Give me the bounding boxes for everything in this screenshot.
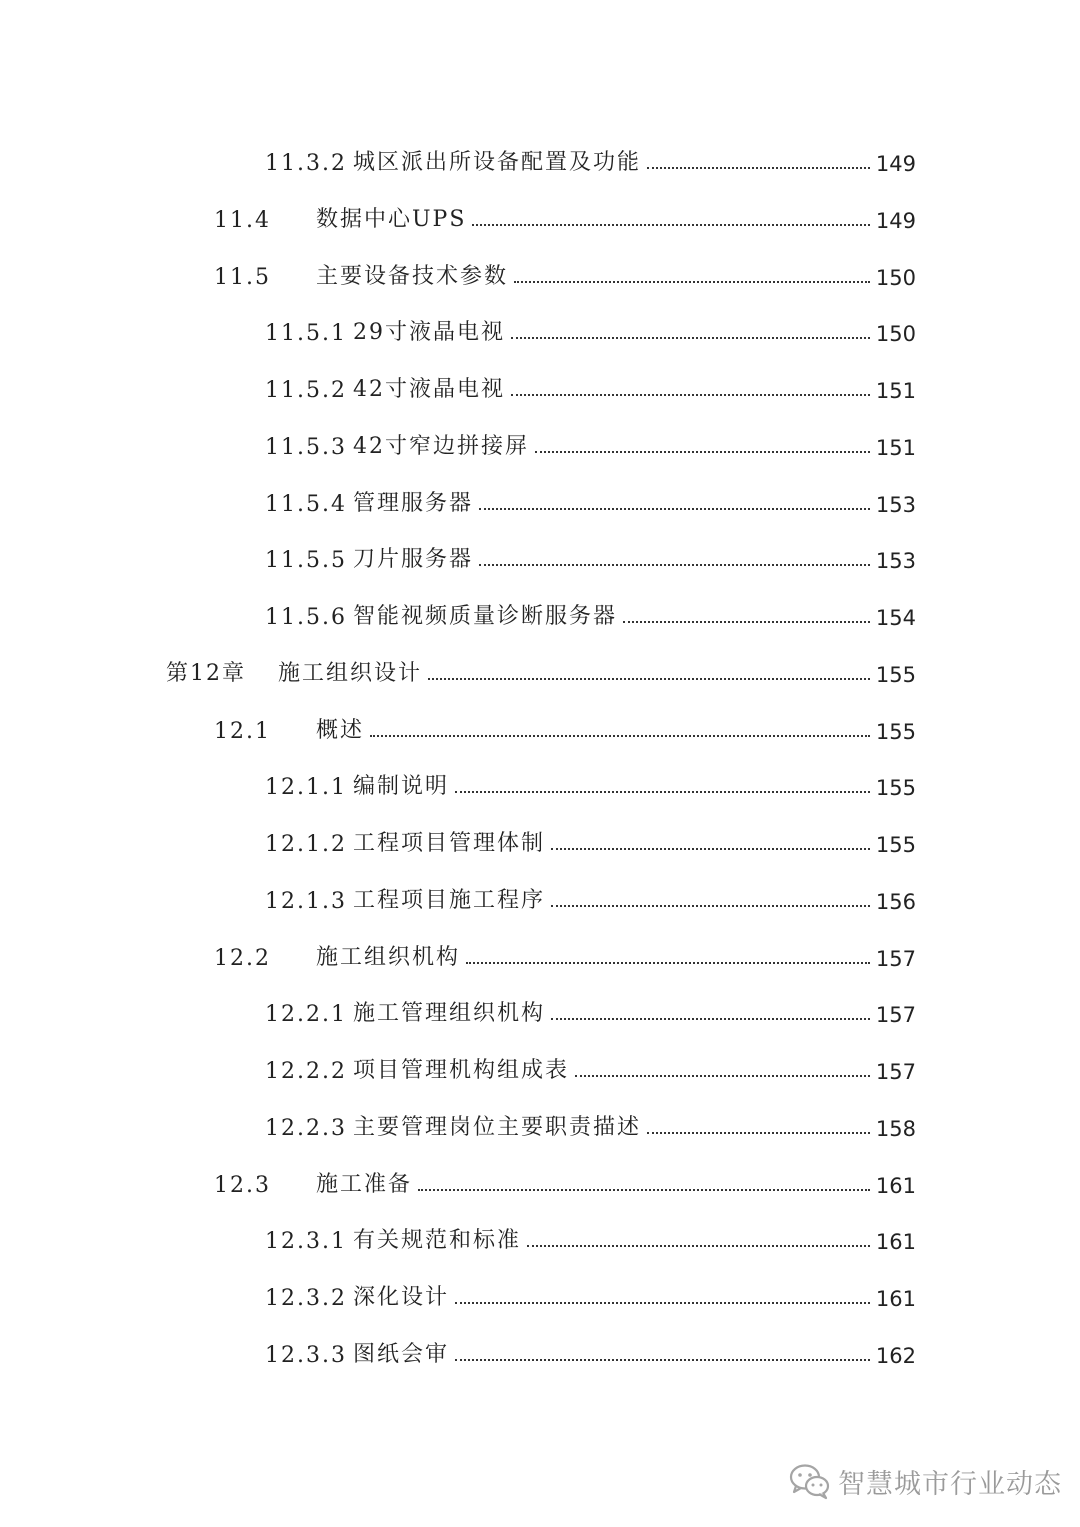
toc-entry[interactable] bbox=[265, 764, 916, 800]
toc-entry-page: 154 bbox=[875, 606, 916, 630]
toc-entry[interactable] bbox=[265, 878, 916, 914]
toc-entry-page: 150 bbox=[875, 266, 916, 290]
toc-entry-title: 29寸液晶电视 bbox=[353, 320, 505, 345]
dot-leader bbox=[511, 394, 870, 396]
toc-entry-number: 11.5.3 bbox=[265, 435, 347, 460]
dot-leader bbox=[472, 224, 869, 226]
toc-entry-page: 155 bbox=[875, 776, 916, 800]
dot-leader bbox=[479, 564, 870, 566]
toc-entry[interactable] bbox=[265, 537, 916, 573]
toc-entry-number: 11.5.5 bbox=[265, 548, 347, 573]
toc-entry-number: 12.2.1 bbox=[265, 1002, 347, 1027]
toc-entry-title: 施工组织机构 bbox=[316, 945, 461, 970]
toc-entry-title: 图纸会审 bbox=[353, 1342, 450, 1367]
toc-entry-title: 有关规范和标准 bbox=[353, 1228, 522, 1253]
toc-entry[interactable] bbox=[166, 651, 916, 687]
toc-entry-title: 编制说明 bbox=[353, 774, 450, 799]
dot-leader bbox=[514, 281, 870, 283]
dot-leader bbox=[455, 1302, 870, 1304]
toc-entry-page: 157 bbox=[875, 1060, 916, 1084]
toc-entry-number: 11.5.4 bbox=[265, 492, 347, 517]
toc-entry[interactable] bbox=[265, 481, 916, 517]
toc-entry-page: 161 bbox=[875, 1287, 916, 1311]
toc-entry-page: 161 bbox=[875, 1230, 916, 1254]
toc-entry[interactable] bbox=[265, 140, 916, 176]
toc-entry-number: 12.3.3 bbox=[265, 1343, 347, 1368]
toc-entry-page: 157 bbox=[875, 947, 916, 971]
toc-entry-page: 151 bbox=[875, 379, 916, 403]
toc-entry-number: 11.3.2 bbox=[265, 151, 347, 176]
toc-entry-page: 155 bbox=[875, 833, 916, 857]
toc-entry-number: 12.3.2 bbox=[265, 1286, 347, 1311]
toc-entry-title: 工程项目施工程序 bbox=[353, 888, 546, 913]
toc-entry-number: 12.3.1 bbox=[265, 1229, 347, 1254]
toc-entry-title: 城区派出所设备配置及功能 bbox=[353, 150, 642, 175]
toc-entry-number: 11.5.6 bbox=[265, 605, 347, 630]
dot-leader bbox=[551, 848, 870, 850]
dot-leader bbox=[455, 791, 870, 793]
toc-entry-title: 42寸窄边拼接屏 bbox=[353, 434, 529, 459]
toc-entry-title: 主要设备技术参数 bbox=[316, 264, 509, 289]
toc-entry-page: 150 bbox=[875, 322, 916, 346]
toc-entry[interactable] bbox=[265, 367, 916, 403]
dot-leader bbox=[535, 451, 870, 453]
dot-leader bbox=[428, 678, 870, 680]
toc-entry-page: 162 bbox=[875, 1344, 916, 1368]
toc-entry-number: 12.1.2 bbox=[265, 832, 347, 857]
toc-entry-title: 施工管理组织机构 bbox=[353, 1001, 546, 1026]
toc-entry[interactable] bbox=[214, 935, 916, 971]
toc-entry-number: 11.5.2 bbox=[265, 378, 347, 403]
toc-entry[interactable] bbox=[214, 708, 916, 744]
toc-entry-page: 149 bbox=[875, 209, 916, 233]
toc-entry[interactable] bbox=[265, 1105, 916, 1141]
toc-entry-title: 管理服务器 bbox=[353, 491, 474, 516]
toc-entry[interactable] bbox=[265, 310, 916, 346]
toc-entry[interactable] bbox=[265, 424, 916, 460]
toc-entry[interactable] bbox=[265, 821, 916, 857]
toc-entry[interactable] bbox=[265, 991, 916, 1027]
toc-entry-page: 157 bbox=[875, 1003, 916, 1027]
toc-entry-title: 工程项目管理体制 bbox=[353, 831, 546, 856]
toc-entry[interactable] bbox=[265, 1275, 916, 1311]
toc-entry-page: 149 bbox=[875, 152, 916, 176]
toc-entry-number: 第12章 bbox=[166, 661, 246, 686]
dot-leader bbox=[466, 962, 870, 964]
toc-entry-title: 智能视频质量诊断服务器 bbox=[353, 604, 618, 629]
toc-entry[interactable] bbox=[265, 1218, 916, 1254]
toc-entry-number: 11.5 bbox=[214, 265, 271, 290]
dot-leader bbox=[479, 508, 870, 510]
toc-entry-title: 施工准备 bbox=[316, 1172, 413, 1197]
dot-leader bbox=[551, 905, 870, 907]
toc-entry-number: 12.3 bbox=[214, 1173, 271, 1198]
toc-entry-number: 12.1.1 bbox=[265, 775, 347, 800]
toc-entry-number: 12.1.3 bbox=[265, 889, 347, 914]
toc-entry-number: 12.2 bbox=[214, 946, 271, 971]
toc-entry[interactable] bbox=[265, 594, 916, 630]
toc-entry[interactable] bbox=[265, 1332, 916, 1368]
dot-leader bbox=[647, 167, 870, 169]
watermark bbox=[788, 1459, 1062, 1503]
dot-leader bbox=[511, 337, 870, 339]
watermark-text: 智慧城市行业动态 bbox=[838, 1468, 1062, 1500]
dot-leader bbox=[551, 1018, 870, 1020]
toc-entry-page: 153 bbox=[875, 493, 916, 517]
dot-leader bbox=[647, 1132, 870, 1134]
toc-entry-number: 12.2.2 bbox=[265, 1059, 347, 1084]
toc-entry-page: 155 bbox=[875, 663, 916, 687]
dot-leader bbox=[575, 1075, 870, 1077]
toc-entry-page: 153 bbox=[875, 549, 916, 573]
toc-entry-title: 数据中心UPS bbox=[316, 207, 467, 232]
toc-entry-page: 155 bbox=[875, 720, 916, 744]
toc-entry[interactable] bbox=[214, 197, 916, 233]
toc-entry-title: 施工组织设计 bbox=[278, 661, 423, 686]
toc-entry[interactable] bbox=[214, 254, 916, 290]
toc-entry-number: 11.4 bbox=[214, 208, 271, 233]
toc-entry-title: 主要管理岗位主要职责描述 bbox=[353, 1115, 642, 1140]
toc-entry-page: 158 bbox=[875, 1117, 916, 1141]
toc-entry-title: 概述 bbox=[316, 718, 365, 743]
toc-entry[interactable] bbox=[265, 1048, 916, 1084]
toc-entry-title: 刀片服务器 bbox=[353, 547, 474, 572]
toc-entry-title: 项目管理机构组成表 bbox=[353, 1058, 570, 1083]
toc-entry-number: 12.2.3 bbox=[265, 1116, 347, 1141]
dot-leader bbox=[370, 735, 870, 737]
dot-leader bbox=[455, 1359, 870, 1361]
dot-leader bbox=[527, 1245, 870, 1247]
toc-entry[interactable] bbox=[214, 1162, 916, 1198]
toc-entry-title: 42寸液晶电视 bbox=[353, 377, 505, 402]
toc-entry-title: 深化设计 bbox=[353, 1285, 450, 1310]
toc-entry-page: 151 bbox=[875, 436, 916, 460]
toc-entry-page: 161 bbox=[875, 1174, 916, 1198]
wechat-icon bbox=[788, 1461, 832, 1501]
toc-entry-page: 156 bbox=[875, 890, 916, 914]
dot-leader bbox=[418, 1189, 870, 1191]
toc-entry-number: 12.1 bbox=[214, 719, 271, 744]
toc-entry-number: 11.5.1 bbox=[265, 321, 347, 346]
dot-leader bbox=[623, 621, 870, 623]
